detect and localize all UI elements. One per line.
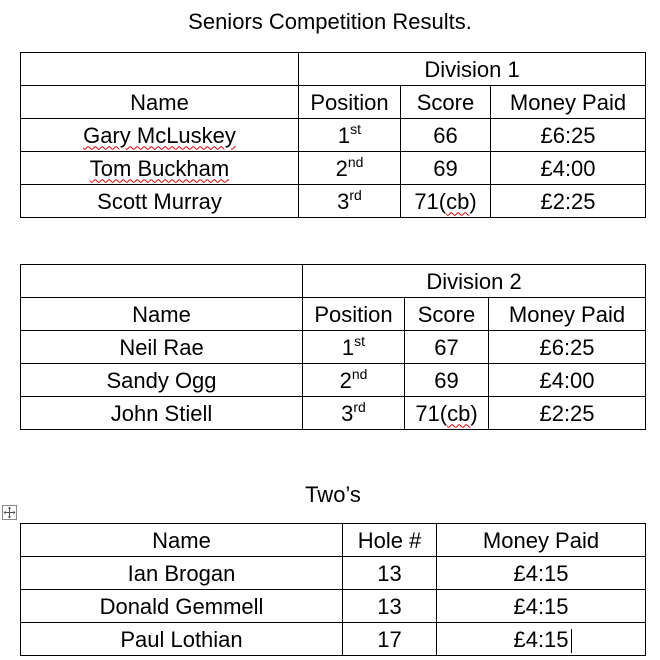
position-number: 2 [339, 367, 352, 393]
player-name[interactable]: Ian Brogan [21, 557, 343, 590]
score-cell[interactable]: 67 [405, 331, 489, 364]
hole-cell[interactable]: 13 [343, 557, 437, 590]
column-header-score[interactable]: Score [401, 86, 491, 119]
position-cell[interactable] [299, 152, 401, 185]
position-cell[interactable] [299, 185, 401, 218]
score-cell[interactable] [401, 185, 491, 218]
name-text: Tom Buckham [89, 155, 230, 181]
money-cell[interactable]: £4:15 [437, 557, 646, 590]
column-header-money[interactable]: Money Paid [489, 298, 646, 331]
player-name[interactable]: Neil Rae [21, 331, 303, 364]
table-move-handle-icon[interactable] [2, 505, 17, 520]
position-suffix: rd [349, 187, 362, 204]
column-header-name[interactable]: Name [21, 298, 303, 331]
division-heading[interactable]: Division 1 [299, 53, 646, 86]
position-cell[interactable] [303, 397, 405, 430]
position-number: 3 [337, 188, 350, 214]
money-cell[interactable]: £4:15 [437, 623, 646, 656]
column-header-position[interactable]: Position [303, 298, 405, 331]
money-cell[interactable]: £4:00 [491, 152, 646, 185]
player-name[interactable] [21, 364, 303, 397]
player-name[interactable]: Donald Gemmell [21, 590, 343, 623]
money-cell[interactable]: £6:25 [489, 331, 646, 364]
score-close: ) [469, 188, 477, 214]
table-row [21, 397, 646, 430]
twos-heading: Two’s [305, 482, 361, 507]
column-header-row [21, 86, 646, 119]
column-header-score[interactable]: Score [405, 298, 489, 331]
position-suffix: rd [353, 399, 366, 416]
division-1-table [20, 52, 646, 218]
table-header-row [21, 53, 646, 86]
name-text: Gary McLuskey [83, 122, 236, 148]
table-row [21, 623, 646, 656]
player-name[interactable]: Paul Lothian [21, 623, 343, 656]
table-row [21, 590, 646, 623]
score-countback: cb [447, 400, 471, 426]
money-cell[interactable]: £4:00 [489, 364, 646, 397]
money-cell[interactable]: £6:25 [491, 119, 646, 152]
score-cell[interactable] [405, 397, 489, 430]
score-number: 71( [415, 400, 448, 426]
table-row [21, 152, 646, 185]
position-number: 1 [337, 122, 351, 148]
division-heading[interactable]: Division 2 [303, 265, 646, 298]
position-number: 2 [335, 155, 348, 181]
column-header-name[interactable]: Name [21, 86, 299, 119]
table-row [21, 331, 646, 364]
score-number: 71( [414, 188, 447, 214]
player-name[interactable] [21, 119, 299, 152]
position-cell[interactable] [303, 331, 405, 364]
score-cell[interactable]: 69 [401, 152, 491, 185]
column-header-money[interactable]: Money Paid [491, 86, 646, 119]
position-number: 3 [341, 400, 354, 426]
hole-cell[interactable]: 13 [343, 590, 437, 623]
player-name[interactable] [21, 152, 299, 185]
money-cell[interactable]: £2:25 [491, 185, 646, 218]
position-suffix: st [350, 121, 362, 138]
column-header-row [21, 524, 646, 557]
player-name[interactable]: John Stiell [21, 397, 303, 430]
position-suffix: st [354, 333, 366, 350]
table-row [21, 185, 646, 218]
position-cell[interactable] [299, 119, 401, 152]
score-countback: cb [446, 188, 470, 214]
score-cell[interactable]: 66 [401, 119, 491, 152]
table-row [21, 119, 646, 152]
division-2-table [20, 264, 646, 430]
score-cell[interactable]: 69 [405, 364, 489, 397]
position-suffix: nd [351, 366, 368, 383]
text-cursor [571, 629, 572, 653]
position-cell[interactable] [303, 364, 405, 397]
table-header-row [21, 265, 646, 298]
score-close: ) [470, 400, 478, 426]
empty-cell[interactable] [21, 265, 303, 298]
position-suffix: nd [347, 154, 364, 171]
hole-cell[interactable]: 17 [343, 623, 437, 656]
name-text: Sandy Ogg [106, 367, 217, 393]
column-header-money[interactable]: Money Paid [437, 524, 646, 557]
document-title: Seniors Competition Results. [188, 9, 472, 34]
column-header-position[interactable]: Position [299, 86, 401, 119]
column-header-name[interactable]: Name [21, 524, 343, 557]
player-name[interactable]: Scott Murray [21, 185, 299, 218]
money-cell[interactable]: £2:25 [489, 397, 646, 430]
column-header-row [21, 298, 646, 331]
position-number: 1 [341, 334, 355, 360]
table-row [21, 557, 646, 590]
money-cell[interactable]: £4:15 [437, 590, 646, 623]
empty-cell[interactable] [21, 53, 299, 86]
column-header-hole[interactable]: Hole # [343, 524, 437, 557]
table-row [21, 364, 646, 397]
twos-table [20, 523, 646, 656]
